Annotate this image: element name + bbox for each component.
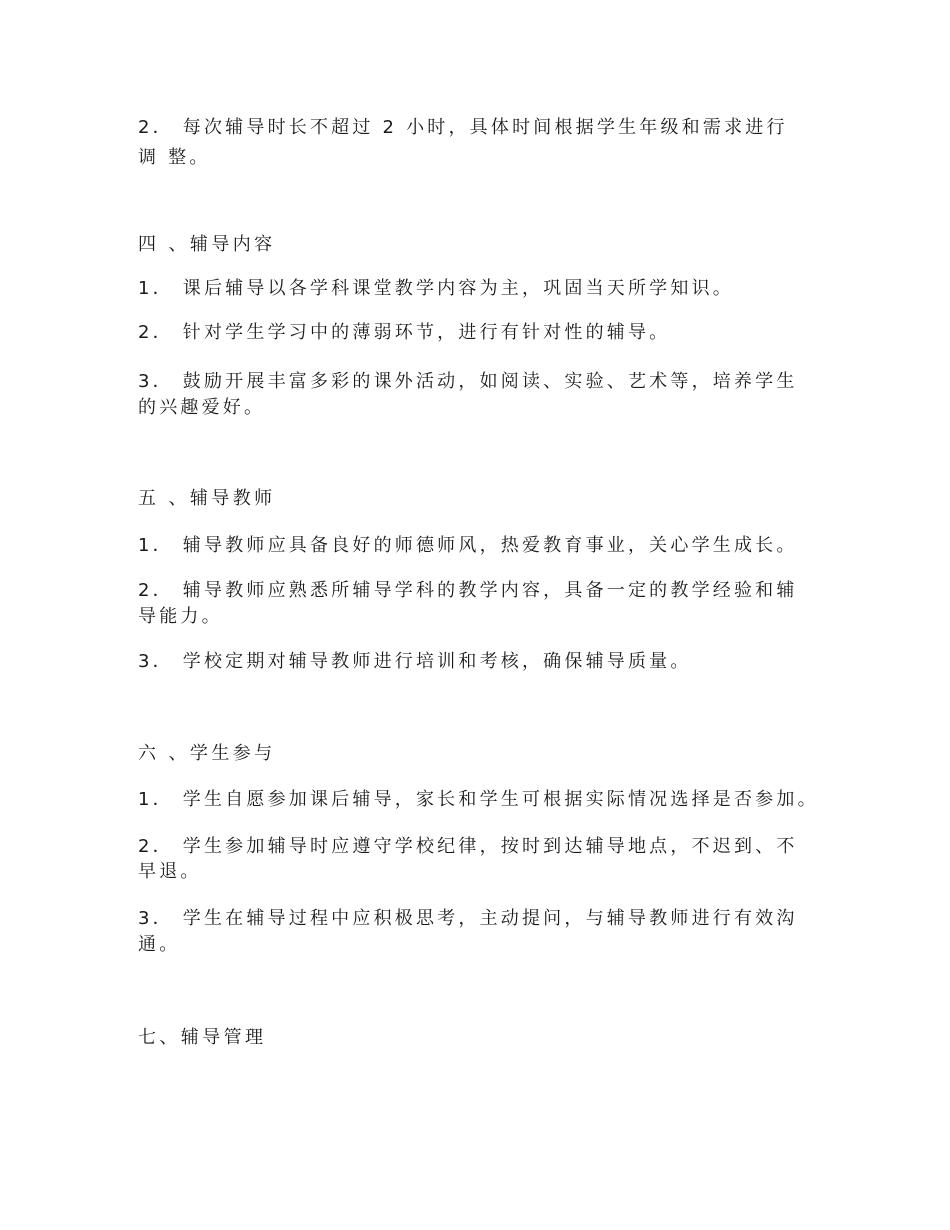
list-item-continuation: 导能力。 [138,606,223,627]
list-item: 3． 学校定期对辅导教师进行培训和考核，确保辅导质量。 [138,651,692,672]
list-item: 2． 学生参加辅导时应遵守学校纪律，按时到达辅导地点，不迟到、不 [138,836,798,857]
list-item-continuation: 通。 [138,934,181,955]
list-item: 3． 学生在辅导过程中应积极思考，主动提问，与辅导教师进行有效沟 [138,908,798,929]
section-heading: 六 、学生参与 [138,743,276,764]
list-item: 3． 鼓励开展丰富多彩的课外活动，如阅读、实验、艺术等，培养学生 [138,371,798,392]
paragraph-line: 调 整。 [138,147,211,168]
list-item: 1． 课后辅导以各学科课堂教学内容为主，巩固当天所学知识。 [138,278,734,299]
list-item: 1． 辅导教师应具备良好的师德师风，热爱教育事业，关心学生成长。 [138,535,798,556]
list-item-continuation: 早退。 [138,861,202,882]
list-item: 2． 辅导教师应熟悉所辅导学科的教学内容，具备一定的教学经验和辅 [138,580,798,601]
list-item: 2． 针对学生学习中的薄弱环节，进行有针对性的辅导。 [138,322,671,343]
list-item: 1． 学生自愿参加课后辅导，家长和学生可根据实际情况选择是否参加。 [138,789,819,810]
section-heading: 五 、辅导教师 [138,488,276,509]
list-item-continuation: 的兴趣爱好。 [138,397,266,418]
section-heading: 七、辅导管理 [138,1027,267,1048]
paragraph-line: 2． 每次辅导时长不超过 2 小时，具体时间根据学生年级和需求进行 [138,117,788,138]
section-heading: 四 、辅导内容 [138,234,276,255]
